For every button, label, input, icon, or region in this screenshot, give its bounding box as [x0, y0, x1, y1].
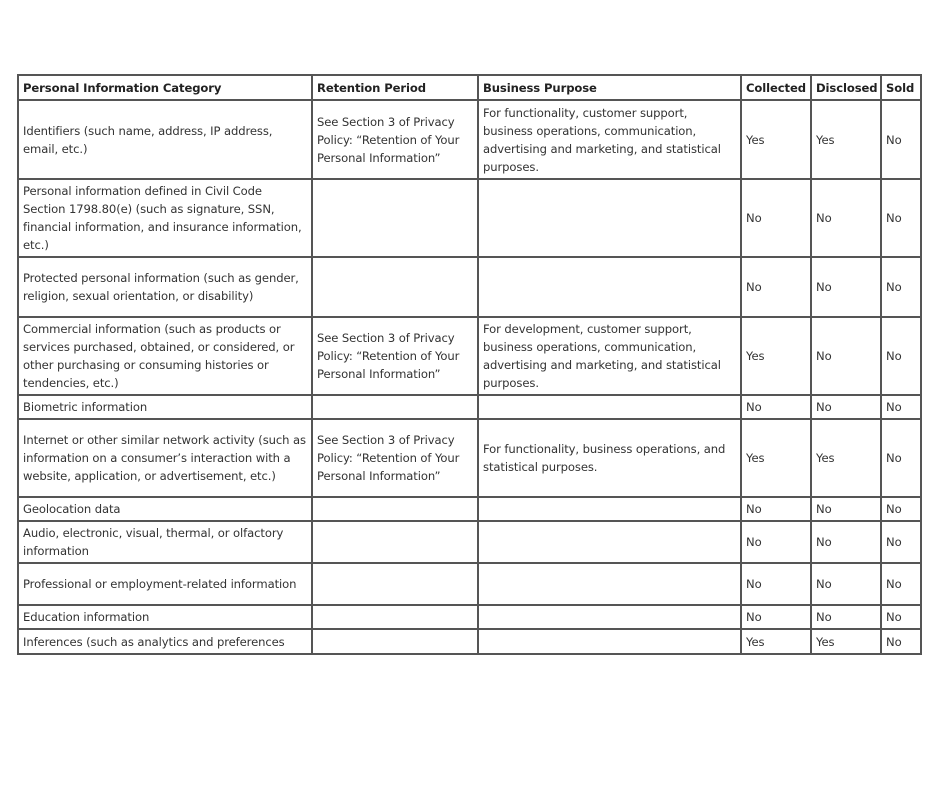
- header-category: Personal Information Category: [18, 75, 312, 100]
- cell-disclosed: No: [811, 497, 881, 521]
- cell-purpose: [478, 257, 741, 317]
- header-disclosed: Disclosed: [811, 75, 881, 100]
- cell-retention: See Section 3 of Privacy Policy: “Retention of Your Personal Information”: [312, 100, 478, 179]
- cell-purpose: [478, 179, 741, 257]
- cell-disclosed: No: [811, 605, 881, 629]
- cell-category: Personal information defined in Civil Code Section 1798.80(e) (such as signature, SSN, financial information, and insurance information, etc.): [18, 179, 312, 257]
- table-row: [18, 100, 921, 179]
- cell-retention: [312, 497, 478, 521]
- cell-collected: No: [741, 605, 811, 629]
- cell-retention: See Section 3 of Privacy Policy: “Retention of Your Personal Information”: [312, 317, 478, 395]
- cell-retention: See Section 3 of Privacy Policy: “Retention of Your Personal Information”: [312, 419, 478, 497]
- cell-category: Professional or employment-related information: [18, 563, 312, 605]
- cell-sold: No: [881, 497, 921, 521]
- table-row: [18, 395, 921, 419]
- cell-collected: Yes: [741, 419, 811, 497]
- header-collected: Collected: [741, 75, 811, 100]
- cell-category: Education information: [18, 605, 312, 629]
- cell-collected: No: [741, 563, 811, 605]
- privacy-info-table: [17, 74, 922, 655]
- cell-category: Biometric information: [18, 395, 312, 419]
- cell-purpose: [478, 395, 741, 419]
- cell-collected: No: [741, 257, 811, 317]
- cell-disclosed: No: [811, 179, 881, 257]
- cell-purpose: For functionality, business operations, and statistical purposes.: [478, 419, 741, 497]
- table-row: [18, 257, 921, 317]
- header-purpose: Business Purpose: [478, 75, 741, 100]
- cell-disclosed: No: [811, 257, 881, 317]
- cell-sold: No: [881, 419, 921, 497]
- cell-category: Commercial information (such as products or services purchased, obtained, or considered, or other purchasing or consuming histories or tendencies, etc.): [18, 317, 312, 395]
- cell-collected: Yes: [741, 629, 811, 654]
- table-row: [18, 179, 921, 257]
- cell-retention: [312, 563, 478, 605]
- table-row: [18, 629, 921, 654]
- cell-retention: [312, 257, 478, 317]
- cell-collected: Yes: [741, 100, 811, 179]
- cell-sold: No: [881, 563, 921, 605]
- table-row: [18, 563, 921, 605]
- cell-category: Identifiers (such name, address, IP address, email, etc.): [18, 100, 312, 179]
- header-row: [18, 75, 921, 100]
- cell-disclosed: No: [811, 563, 881, 605]
- cell-sold: No: [881, 521, 921, 563]
- cell-sold: No: [881, 100, 921, 179]
- table-row: [18, 497, 921, 521]
- cell-retention: [312, 521, 478, 563]
- cell-purpose: For development, customer support, business operations, communication, advertising and marketing, and statistical purposes.: [478, 317, 741, 395]
- cell-sold: No: [881, 179, 921, 257]
- cell-category: Inferences (such as analytics and preferences: [18, 629, 312, 654]
- table-row: [18, 605, 921, 629]
- cell-category: Internet or other similar network activity (such as information on a consumer’s interaction with a website, application, or advertisement, etc.): [18, 419, 312, 497]
- cell-collected: No: [741, 497, 811, 521]
- cell-purpose: [478, 521, 741, 563]
- cell-disclosed: Yes: [811, 629, 881, 654]
- cell-collected: No: [741, 521, 811, 563]
- cell-retention: [312, 629, 478, 654]
- cell-disclosed: Yes: [811, 419, 881, 497]
- cell-disclosed: No: [811, 317, 881, 395]
- cell-sold: No: [881, 605, 921, 629]
- cell-category: Audio, electronic, visual, thermal, or olfactory information: [18, 521, 312, 563]
- cell-sold: No: [881, 395, 921, 419]
- cell-purpose: For functionality, customer support, business operations, communication, advertising and marketing, and statistical purposes.: [478, 100, 741, 179]
- cell-disclosed: No: [811, 521, 881, 563]
- cell-disclosed: Yes: [811, 100, 881, 179]
- cell-collected: No: [741, 179, 811, 257]
- cell-retention: [312, 395, 478, 419]
- cell-retention: [312, 179, 478, 257]
- cell-collected: Yes: [741, 317, 811, 395]
- cell-collected: No: [741, 395, 811, 419]
- cell-retention: [312, 605, 478, 629]
- header-retention: Retention Period: [312, 75, 478, 100]
- cell-category: Protected personal information (such as gender, religion, sexual orientation, or disability): [18, 257, 312, 317]
- cell-purpose: [478, 563, 741, 605]
- cell-category: Geolocation data: [18, 497, 312, 521]
- cell-sold: No: [881, 317, 921, 395]
- table-row: [18, 317, 921, 395]
- cell-disclosed: No: [811, 395, 881, 419]
- cell-sold: No: [881, 629, 921, 654]
- cell-purpose: [478, 629, 741, 654]
- cell-sold: No: [881, 257, 921, 317]
- header-sold: Sold: [881, 75, 921, 100]
- table-row: [18, 521, 921, 563]
- cell-purpose: [478, 497, 741, 521]
- table-row: [18, 419, 921, 497]
- cell-purpose: [478, 605, 741, 629]
